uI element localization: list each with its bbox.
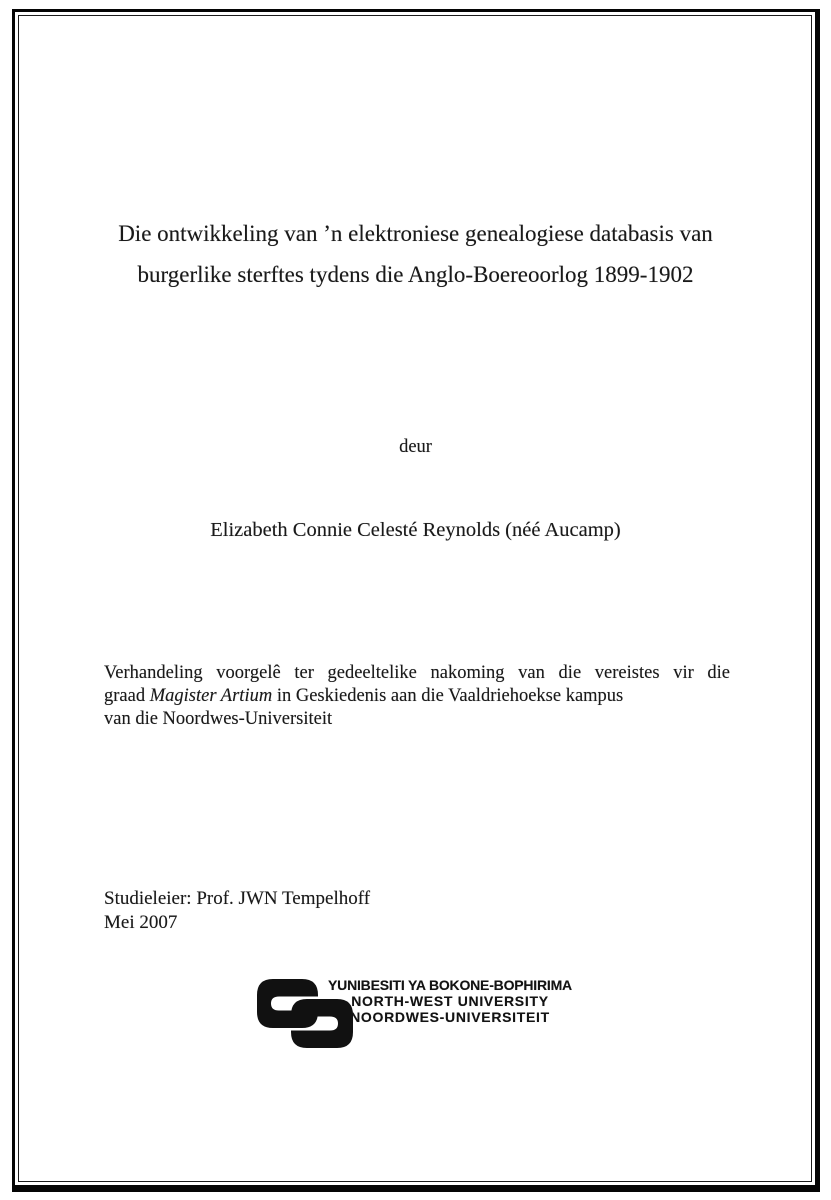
- supervisor-line: Studieleier: Prof. JWN Tempelhoff: [104, 888, 371, 909]
- thesis-title-line1: Die ontwikkeling van ’n elektroniese genealogiese databasis van: [118, 221, 713, 246]
- degree-statement-line2: [104, 685, 730, 708]
- degree-statement-line2-suffix: in Geskiedenis aan die Vaaldriehoekse kampus: [272, 686, 624, 706]
- author-name: Elizabeth Connie Celesté Reynolds (néé Aucamp): [210, 519, 621, 541]
- nwu-logo-wordmark: [317, 978, 583, 1025]
- logo-line-afrikaans: NOORDWES-UNIVERSITEIT: [350, 1008, 550, 1025]
- logo-line-english: NORTH-WEST UNIVERSITY: [351, 992, 549, 1009]
- supervisor-block: [104, 887, 370, 935]
- degree-name-italic: Magister Artium: [149, 686, 273, 706]
- nwu-logo: [257, 977, 587, 1052]
- byline-deur: deur: [399, 437, 432, 457]
- thesis-title: [40, 213, 791, 295]
- date-line: Mei 2007: [104, 912, 178, 933]
- thesis-title-line2: burgerlike sterftes tydens die Anglo-Boereoorlog 1899-1902: [137, 262, 694, 287]
- degree-statement-line2-prefix: graad: [104, 686, 150, 706]
- degree-statement-line3: van die Noordwes-Universiteit: [104, 709, 333, 729]
- degree-statement-line1: Verhandeling voorgelê ter gedeeltelike nakoming van die vereistes vir die: [104, 663, 730, 683]
- logo-line-setswana: YUNIBESITI YA BOKONE-BOPHIRIMA: [328, 977, 572, 993]
- degree-statement: [104, 662, 730, 731]
